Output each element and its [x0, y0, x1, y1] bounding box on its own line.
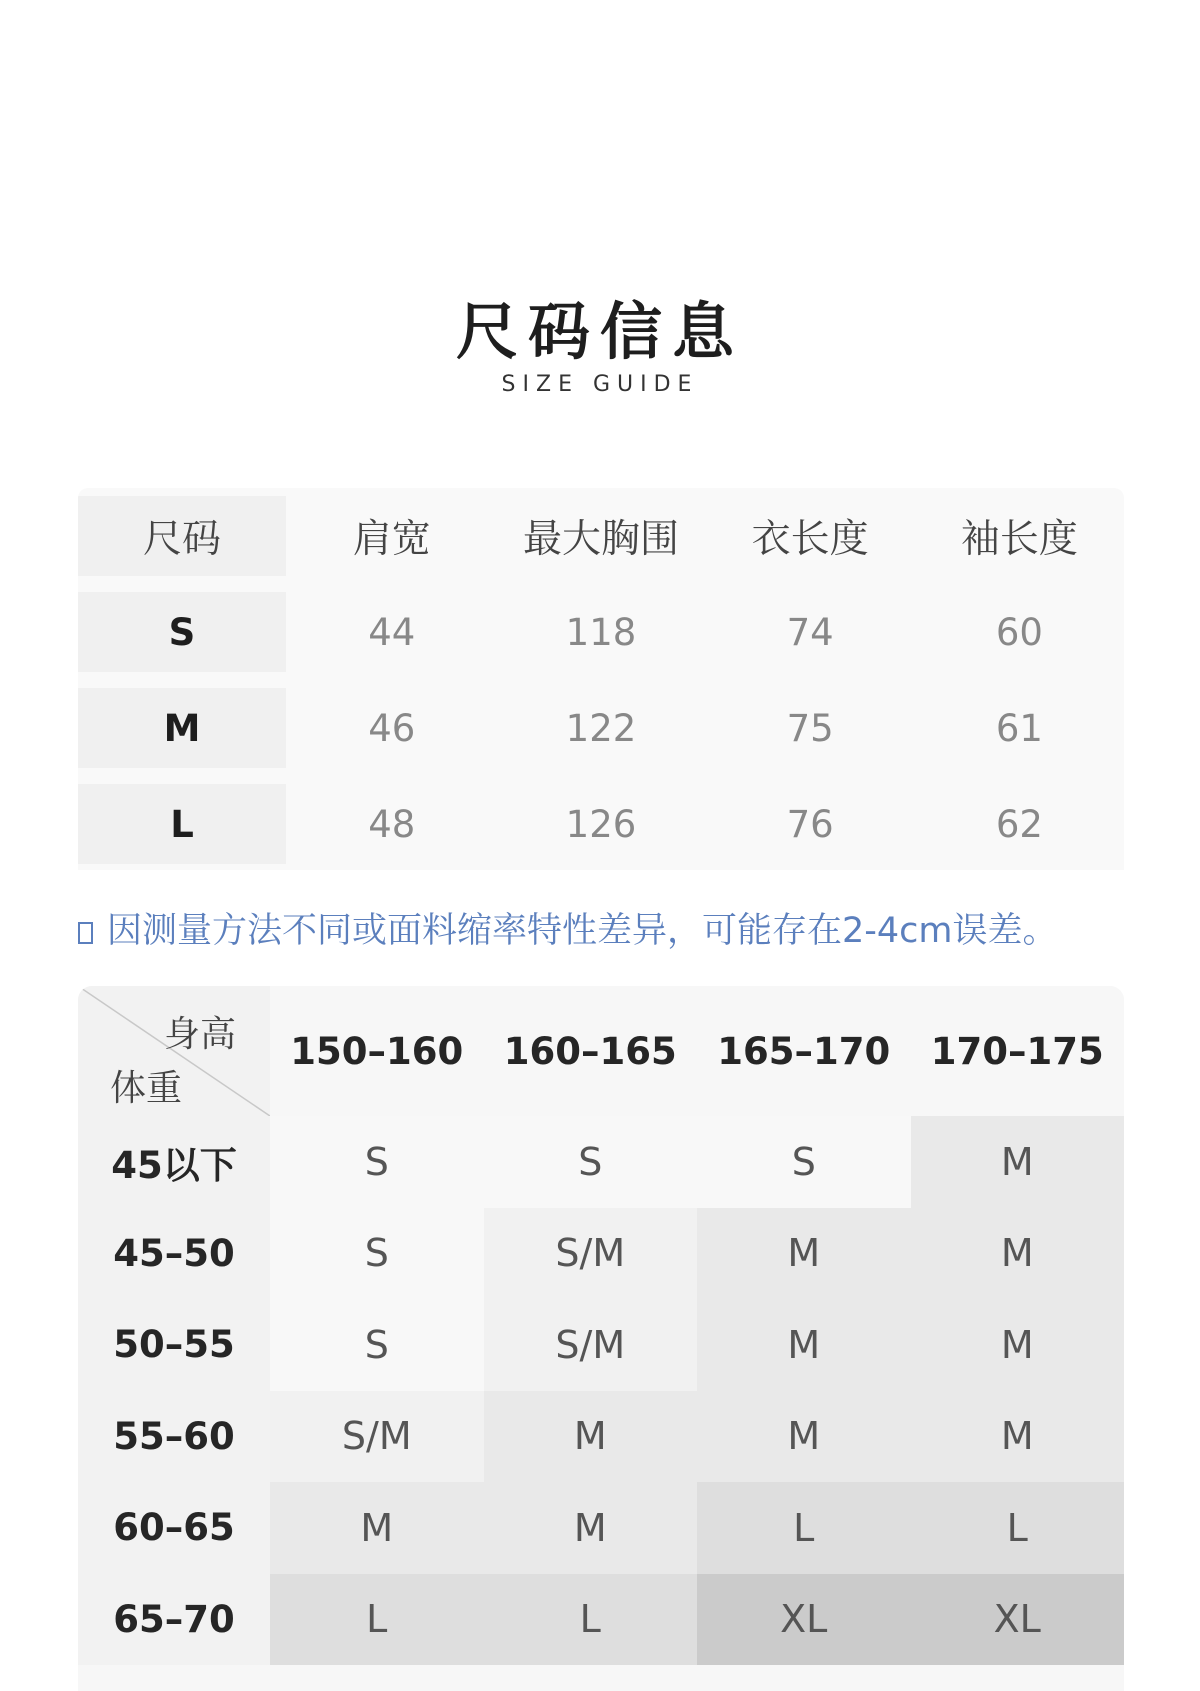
- table-corner: [78, 986, 270, 1116]
- column-header: 肩宽: [352, 517, 431, 562]
- recommended-size-cell: S/M: [484, 1299, 698, 1391]
- recommended-size-cell: S: [270, 1208, 484, 1300]
- weight-row-header: 45–50: [78, 1208, 270, 1300]
- measurement-value: 46: [368, 706, 416, 750]
- weight-row-header: 60–65: [78, 1482, 270, 1574]
- checkbox-square-icon: [78, 922, 93, 944]
- recommended-size-cell: M: [697, 1299, 911, 1391]
- size-label: L: [78, 784, 286, 864]
- measurement-value: 126: [565, 802, 637, 846]
- recommended-size-cell: L: [270, 1574, 484, 1666]
- weight-row-header: 65–70: [78, 1574, 270, 1666]
- weight-row-header: 45以下: [78, 1116, 270, 1208]
- height-column-header: 170–175: [930, 1029, 1104, 1073]
- weight-axis-label: 体重: [110, 1068, 183, 1109]
- size-recommendation-table: [78, 986, 1124, 1691]
- recommended-size-cell: XL: [911, 1574, 1125, 1666]
- measurement-value: 74: [786, 610, 834, 654]
- height-column-header: 165–170: [717, 1029, 891, 1073]
- recommended-size-cell: S: [270, 1299, 484, 1391]
- size-label: S: [78, 592, 286, 672]
- recommended-size-cell: M: [911, 1208, 1125, 1300]
- height-column-header: 160–165: [503, 1029, 677, 1073]
- recommended-size-cell: M: [697, 1391, 911, 1483]
- weight-row-header: 55–60: [78, 1391, 270, 1483]
- measurement-value: 122: [565, 706, 637, 750]
- measurement-value: 118: [565, 610, 637, 654]
- page-title: 尺码信息: [455, 295, 744, 368]
- recommended-size-cell: M: [697, 1208, 911, 1300]
- recommended-size-cell: S: [270, 1116, 484, 1208]
- recommended-size-cell: S/M: [484, 1208, 698, 1300]
- measurement-value: 44: [368, 610, 416, 654]
- measurement-value: 48: [368, 802, 416, 846]
- recommended-size-cell: M: [911, 1299, 1125, 1391]
- measurement-table: [78, 488, 1124, 870]
- column-header: 尺码: [78, 496, 286, 576]
- height-axis-label: 身高: [163, 1014, 236, 1055]
- recommended-size-cell: L: [697, 1482, 911, 1574]
- size-label: M: [78, 688, 286, 768]
- recommended-size-cell: S: [697, 1116, 911, 1208]
- measurement-value: 62: [995, 802, 1043, 846]
- recommended-size-cell: L: [911, 1482, 1125, 1574]
- height-column-header: 150–160: [290, 1029, 464, 1073]
- column-header: 衣长度: [751, 517, 869, 562]
- note-text: 因测量方法不同或面料缩率特性差异，可能存在2-4cm误差。: [107, 911, 1058, 951]
- recommended-size-cell: XL: [697, 1574, 911, 1666]
- recommended-size-cell: M: [911, 1391, 1125, 1483]
- measurement-value: 60: [995, 610, 1043, 654]
- recommended-size-cell: S: [484, 1116, 698, 1208]
- page-subtitle: SIZE GUIDE: [501, 372, 699, 397]
- recommended-size-cell: M: [484, 1391, 698, 1483]
- recommended-size-cell: M: [911, 1116, 1125, 1208]
- weight-row-header: 50–55: [78, 1299, 270, 1391]
- measurement-value: 61: [995, 706, 1043, 750]
- recommended-size-cell: M: [484, 1482, 698, 1574]
- recommended-size-cell: L: [484, 1574, 698, 1666]
- measurement-value: 75: [786, 706, 834, 750]
- measurement-note: [78, 906, 1178, 956]
- recommended-size-cell: M: [270, 1482, 484, 1574]
- measurement-value: 76: [786, 802, 834, 846]
- recommended-size-cell: S/M: [270, 1391, 484, 1483]
- column-header: 袖长度: [960, 517, 1078, 562]
- column-header: 最大胸围: [522, 517, 679, 562]
